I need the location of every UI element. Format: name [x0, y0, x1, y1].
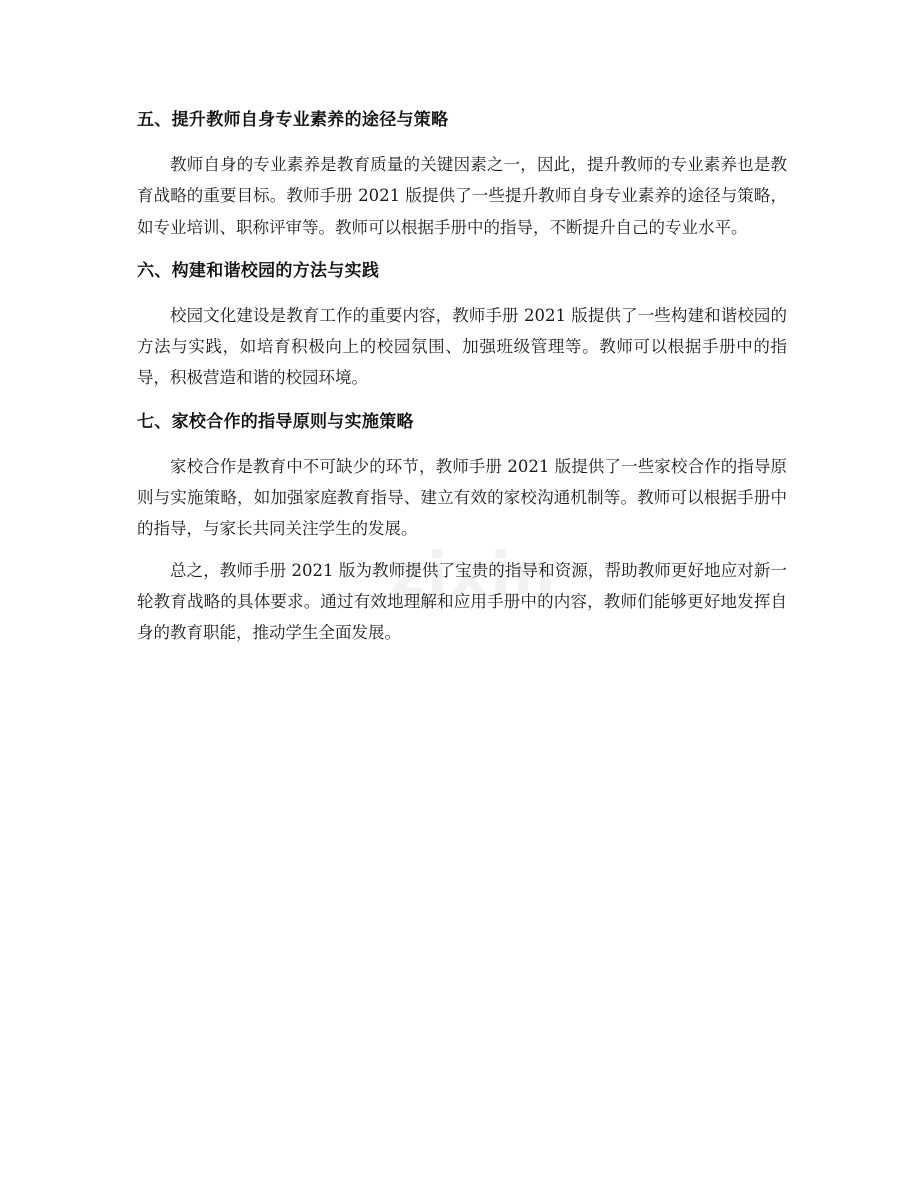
section-heading-6: 六、构建和谐校园的方法与实践 [137, 260, 380, 281]
section-paragraph-5: 教师自身的专业素养是教育质量的关键因素之一，因此，提升教师的专业素养也是教育战略的重要目标。教师手册 2021 版提供了一些提升教师自身专业素养的途径与策略，如专业培训、职称评审等。教师可以根据手册中的指导，不断提升自己的专业水平。 [137, 155, 787, 237]
section-paragraph-6: 校园文化建设是教育工作的重要内容，教师手册 2021 版提供了一些构建和谐校园的方法与实践，如培育积极向上的校园氛围、加强班级管理等。教师可以根据手册中的指导，积极营造和谐的校园环境。 [137, 305, 787, 388]
conclusion-paragraph: 总之，教师手册 2021 版为教师提供了宝贵的指导和资源，帮助教师更好地应对新一轮教育战略的具体要求。通过有效地理解和应用手册中的内容，教师们能够更好地发挥自身的教育职能，推动学生全面发展。 [137, 560, 787, 643]
section-heading-5: 五、提升教师自身专业素养的途径与策略 [137, 110, 449, 130]
section-paragraph-7: 家校合作是教育中不可缺少的环节，教师手册 2021 版提供了一些家校合作的指导原则与实施策略，如加强家庭教育指导、建立有效的家校沟通机制等。教师可以根据手册中的指导，与家长共同关注学生的发展。 [137, 456, 787, 539]
section-heading-7: 七、家校合作的指导原则与实施策略 [137, 411, 414, 432]
document-body [137, 106, 787, 649]
watermark-logo: zixin [390, 540, 558, 610]
